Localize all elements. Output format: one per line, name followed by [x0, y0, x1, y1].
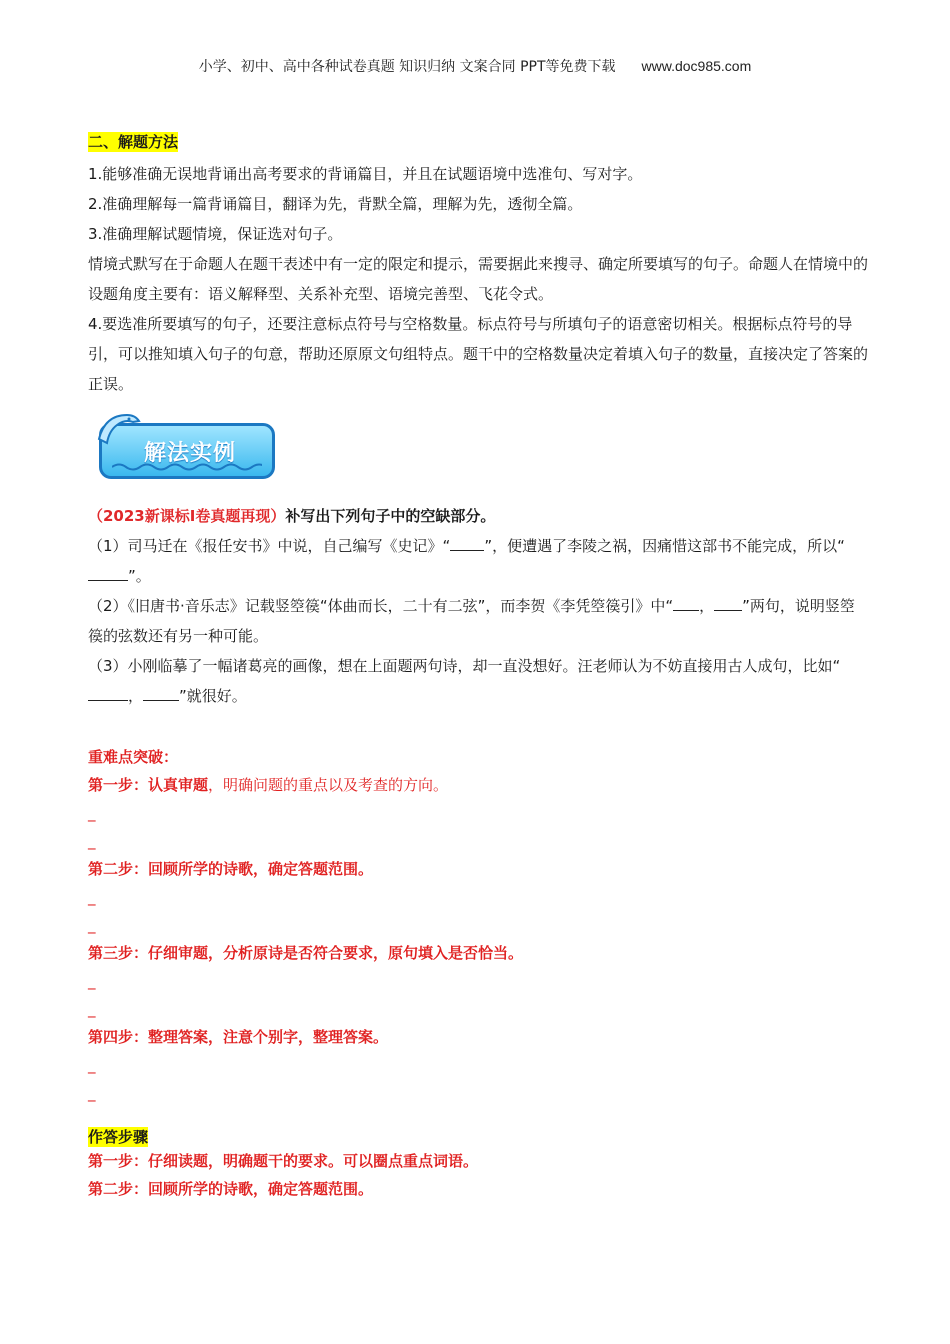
q2-text-a: （2）《旧唐书·音乐志》记载竖箜篌“体曲而长，二十有二弦”，而李贺《李凭箜篌引》中“ — [88, 597, 674, 615]
breakthrough-step3: 第三步：仔细审题，分析原诗是否符合要求，原句填入是否恰当。 — [88, 944, 524, 962]
q1-text-c: ”。 — [128, 567, 151, 585]
main-content — [88, 132, 868, 1203]
q2-text-b: ， — [699, 597, 715, 615]
blank-line: _ — [88, 972, 96, 990]
method-paragraph-3: 3.准确理解试题情境，保证选对句子。 — [88, 225, 343, 243]
answer-steps-section — [88, 1127, 868, 1203]
dolphin-icon — [95, 409, 143, 449]
breakthrough-step4: 第四步：整理答案，注意个别字，整理答案。 — [88, 1028, 389, 1046]
answer-step-2: 第二步：回顾所学的诗歌，确定答题范围。 — [88, 1180, 374, 1198]
header-text: 小学、初中、高中各种试卷真题 知识归纳 文案合同 PPT等免费下载 — [198, 59, 616, 75]
blank-line: _ — [88, 804, 96, 822]
answer-steps-title: 作答步骤 — [88, 1128, 149, 1146]
q1-text-b: ”，便遭遇了李陵之祸，因痛惜这部书不能完成，所以“ — [484, 537, 845, 555]
q3-text-a: （3）小刚临摹了一幅诸葛亮的画像，想在上面题两句诗，却一直没想好。汪老师认为不妨直接用古人成句，比如“ — [88, 657, 841, 675]
method-paragraph-5: 4.要选准所要填写的句子，还要注意标点符号与空格数量。标点符号与所填句子的语意密切相关。根据标点符号的导引，可以推知填入句子的句意，帮助还原原文句组特点。题干中的空格数量决定着填入句子的数量，直接决定了答案的正误。 — [88, 315, 869, 393]
page-header — [0, 56, 950, 76]
blank-line: _ — [88, 832, 96, 850]
question-source: （2023新课标Ⅰ卷真题再现） — [88, 507, 286, 525]
answer-blank[interactable] — [673, 594, 699, 611]
method-paragraph-2: 2.准确理解每一篇背诵篇目，翻译为先，背默全篇，理解为先，透彻全篇。 — [88, 195, 583, 213]
q3-text-c: ”就很好。 — [179, 687, 247, 705]
question-title — [88, 501, 868, 531]
question-3 — [88, 651, 868, 711]
question-1 — [88, 531, 868, 591]
blank-line: _ — [88, 888, 96, 906]
logo-text: 解法实例 — [144, 441, 237, 466]
question-prompt: 补写出下列句子中的空缺部分。 — [285, 507, 496, 525]
question-2 — [88, 591, 868, 651]
answer-blank[interactable] — [88, 684, 128, 701]
answer-blank[interactable] — [450, 534, 484, 551]
breakthrough-step1-label: 第一步：认真审题 — [88, 776, 209, 794]
breakthrough-step2: 第二步：回顾所学的诗歌，确定答题范围。 — [88, 860, 374, 878]
breakthrough-section — [88, 743, 868, 1107]
example-logo — [95, 409, 285, 487]
blank-line: _ — [88, 1056, 96, 1074]
header-site-link[interactable]: www.doc985.com — [641, 58, 752, 74]
method-paragraph-1: 1.能够准确无误地背诵出高考要求的背诵篇目，并且在试题语境中选准句、写对字。 — [88, 165, 643, 183]
q3-text-b: ， — [128, 687, 144, 705]
method-paragraph-4: 情境式默写在于命题人在题干表述中有一定的限定和提示，需要据此来搜寻、确定所要填写的句子。命题人在情境中的设题角度主要有：语义解释型、关系补充型、语境完善型、飞花令式。 — [88, 255, 869, 303]
answer-blank[interactable] — [88, 564, 128, 581]
wave-icon — [112, 462, 262, 472]
section-title: 二、解题方法 — [88, 133, 179, 151]
blank-line: _ — [88, 1000, 96, 1018]
q2-text-c: ”两句，说明竖箜篌的弦数还有另一种可能。 — [88, 597, 855, 645]
breakthrough-title: 重难点突破： — [88, 748, 179, 766]
q1-text-a: （1）司马迁在《报任安书》中说，自己编写《史记》“ — [88, 537, 451, 555]
answer-blank[interactable] — [143, 684, 179, 701]
breakthrough-step1-rest: ，明确问题的重点以及考查的方向。 — [208, 776, 449, 794]
blank-line: _ — [88, 1084, 96, 1102]
answer-step-1: 第一步：仔细读题，明确题干的要求。可以圈点重点词语。 — [88, 1152, 479, 1170]
answer-blank[interactable] — [714, 594, 742, 611]
blank-line: _ — [88, 916, 96, 934]
